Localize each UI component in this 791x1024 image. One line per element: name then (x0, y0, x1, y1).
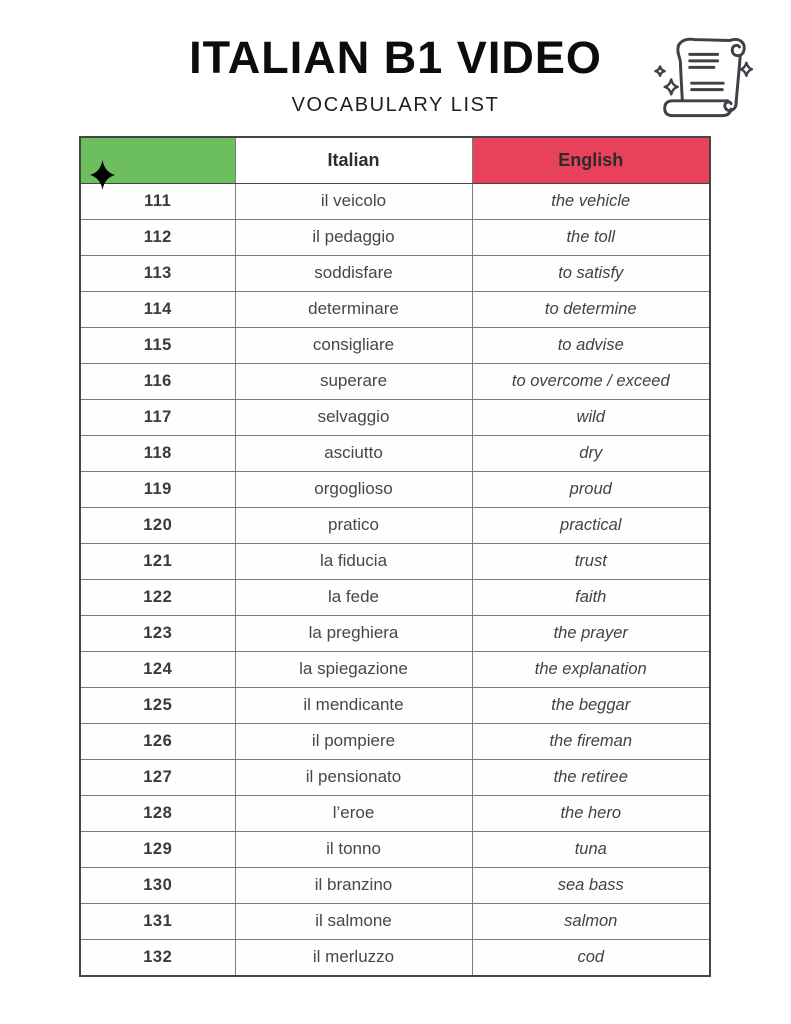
cell-number: 123 (80, 615, 235, 651)
cell-italian: il branzino (235, 867, 472, 903)
cell-number: 116 (80, 363, 235, 399)
cell-italian: l’eroe (235, 795, 472, 831)
cell-english: the toll (472, 219, 710, 255)
cell-italian: il pedaggio (235, 219, 472, 255)
cell-italian: superare (235, 363, 472, 399)
cell-number: 122 (80, 579, 235, 615)
table-row (80, 579, 710, 615)
cell-english: salmon (472, 903, 710, 939)
cell-number: 114 (80, 291, 235, 327)
vocab-table-body (80, 183, 710, 976)
table-row (80, 687, 710, 723)
cell-italian: il pensionato (235, 759, 472, 795)
cell-number: 128 (80, 795, 235, 831)
table-row (80, 759, 710, 795)
table-row (80, 723, 710, 759)
cell-italian: il pompiere (235, 723, 472, 759)
cell-english: trust (472, 543, 710, 579)
table-header (80, 137, 710, 184)
cell-italian: determinare (235, 291, 472, 327)
cell-number: 118 (80, 435, 235, 471)
cell-english: to advise (472, 327, 710, 363)
cell-number: 119 (80, 471, 235, 507)
cell-english: the explanation (472, 651, 710, 687)
table-row (80, 255, 710, 291)
sparkle-icon (90, 160, 115, 190)
cell-english: practical (472, 507, 710, 543)
cell-italian: la spiegazione (235, 651, 472, 687)
table-row (80, 615, 710, 651)
cell-english: dry (472, 435, 710, 471)
table-row (80, 543, 710, 579)
cell-italian: soddisfare (235, 255, 472, 291)
cell-english: wild (472, 399, 710, 435)
sparkle-icon (665, 79, 678, 94)
cell-italian: il mendicante (235, 687, 472, 723)
cell-english: the fireman (472, 723, 710, 759)
page-title: ITALIAN B1 VIDEO (189, 32, 602, 83)
table-row (80, 867, 710, 903)
page-subtitle: VOCABULARY LIST (291, 93, 500, 116)
cell-number: 120 (80, 507, 235, 543)
cell-english: to overcome / exceed (472, 363, 710, 399)
cell-number: 121 (80, 543, 235, 579)
cell-english: the retiree (472, 759, 710, 795)
table-row (80, 183, 710, 219)
cell-italian: selvaggio (235, 399, 472, 435)
cell-english: the beggar (472, 687, 710, 723)
cell-italian: orgoglioso (235, 471, 472, 507)
cell-number: 111 (80, 183, 235, 219)
scroll-icon (648, 30, 764, 128)
cell-english: to satisfy (472, 255, 710, 291)
cell-number: 115 (80, 327, 235, 363)
cell-english: the prayer (472, 615, 710, 651)
header-italian-column: Italian (235, 137, 472, 184)
cell-italian: la fede (235, 579, 472, 615)
cell-english: the vehicle (472, 183, 710, 219)
header-number-column (80, 137, 235, 184)
table-row (80, 399, 710, 435)
cell-number: 126 (80, 723, 235, 759)
table-row (80, 507, 710, 543)
cell-italian: pratico (235, 507, 472, 543)
table-row (80, 939, 710, 976)
cell-italian: la fiducia (235, 543, 472, 579)
cell-english: sea bass (472, 867, 710, 903)
sparkle-icon (741, 63, 752, 76)
cell-number: 127 (80, 759, 235, 795)
table-row (80, 327, 710, 363)
sparkle-icon (655, 66, 664, 75)
cell-italian: il merluzzo (235, 939, 472, 976)
cell-number: 132 (80, 939, 235, 976)
table-row (80, 435, 710, 471)
cell-italian: il salmone (235, 903, 472, 939)
cell-number: 113 (80, 255, 235, 291)
cell-english: proud (472, 471, 710, 507)
cell-italian: il veicolo (235, 183, 472, 219)
cell-italian: asciutto (235, 435, 472, 471)
cell-number: 131 (80, 903, 235, 939)
cell-number: 129 (80, 831, 235, 867)
cell-number: 124 (80, 651, 235, 687)
cell-english: tuna (472, 831, 710, 867)
table-row (80, 471, 710, 507)
cell-english: the hero (472, 795, 710, 831)
table-row (80, 831, 710, 867)
table-row (80, 291, 710, 327)
table-row (80, 363, 710, 399)
cell-number: 125 (80, 687, 235, 723)
cell-number: 117 (80, 399, 235, 435)
cell-italian: il tonno (235, 831, 472, 867)
cell-number: 130 (80, 867, 235, 903)
header-english-column: English (472, 137, 710, 184)
cell-english: faith (472, 579, 710, 615)
cell-number: 112 (80, 219, 235, 255)
cell-italian: la preghiera (235, 615, 472, 651)
table-row (80, 219, 710, 255)
vocabulary-table (79, 136, 711, 977)
table-row (80, 903, 710, 939)
cell-italian: consigliare (235, 327, 472, 363)
cell-english: to determine (472, 291, 710, 327)
table-row (80, 795, 710, 831)
cell-english: cod (472, 939, 710, 976)
table-row (80, 651, 710, 687)
